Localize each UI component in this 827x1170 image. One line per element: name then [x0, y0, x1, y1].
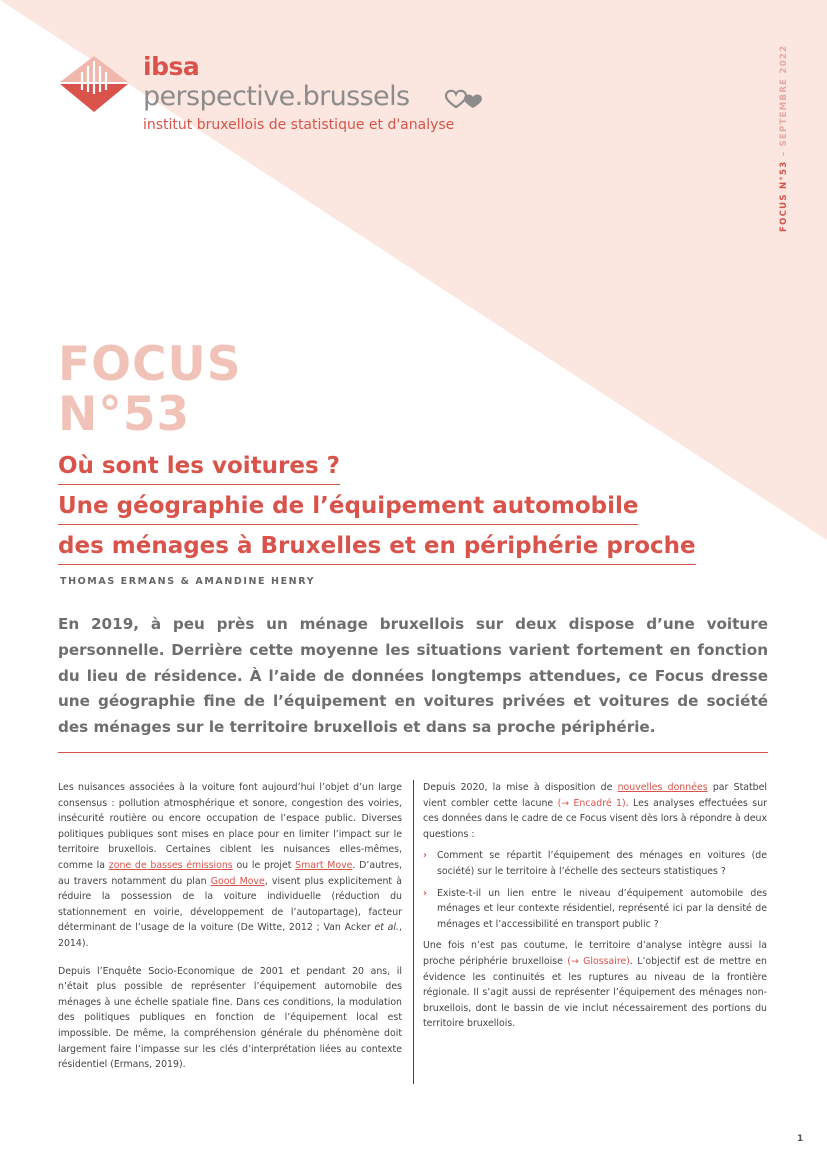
left-paragraph-2: Depuis l’Enquête Socio-Economique de 2001 et pendant 20 ans, il n’était plus possible de représenter l’équipement automobile des ménages à une échelle spatiale fine. Dans ces conditions, la modulation des politiques publiques en fonction de l’équipement local est impossible. De même, la compréhension générale du phénomène doit largement faire l’impasse sur les clés d’interprétation liées au contexte résidentiel (Ermans, 2019).	[58, 965, 402, 1071]
questions-list	[423, 848, 767, 932]
focus-title-line1: FOCUS	[58, 337, 242, 392]
vertical-separator: –	[779, 146, 789, 161]
page-number: 1	[797, 1134, 804, 1144]
column-divider	[413, 780, 414, 1084]
subtitle-line1: Où sont les voitures ?	[58, 450, 340, 485]
link-zone-basses-emissions[interactable]: zone de basses émissions	[108, 859, 233, 871]
text-run: . L’objectif est de mettre en évidence les continuités et les ruptures au niveau de la frontière régionale. Il s’agit aussi de représenter l’équipement des ménages non-bruxellois, dont le bassin de vie inclut nécessairement des portions du territoire bruxellois.	[423, 955, 767, 1030]
text-run: ou le projet	[232, 859, 296, 871]
list-item-text: Comment se répartit l’équipement des ménages en voitures (de société) sur le territoire à l’échelle des secteurs statistiques ?	[437, 850, 767, 877]
text-run: . Les analyses effectuées sur ces données dans le cadre de ce Focus visent dès lors à répondre à deux questions :	[423, 797, 767, 840]
text-run: Les nuisances associées à la voiture font aujourd’hui l’objet d’un large consensus : pollution atmosphérique et sonore, congestion des voiries, insécurité routière ou encore occupation de l’espace public. Diverses politiques publiques sont mises en place pour en limiter l’impact sur le territoire bruxellois. Certaines ciblent les nuisances elles-mêmes, comme la	[58, 782, 402, 871]
text-run: , 2014).	[58, 922, 402, 949]
right-column	[423, 780, 767, 1032]
vertical-issue-label	[779, 44, 793, 232]
left-column	[58, 780, 402, 1073]
list-item	[423, 848, 767, 879]
list-item-text: Existe-t-il un lien entre le niveau d’équipement automobile des ménages et leur contexte résidentiel, représenté ici par la densité de ménages et l’accessibilité en transport public ?	[437, 887, 767, 930]
document-subtitle	[58, 448, 778, 568]
link-smart-move[interactable]: Smart Move	[295, 859, 353, 871]
vertical-date: SEPTEMBRE 2022	[779, 44, 789, 147]
logo-ibsa-text: ibsa	[143, 52, 200, 81]
text-run: Une fois n’est pas coutume, le territoire d’analyse intègre aussi la proche périphérie bruxelloise	[423, 940, 767, 967]
intro-divider	[58, 752, 768, 753]
authors: THOMAS ERMANS & AMANDINE HENRY	[60, 576, 316, 587]
right-paragraph-2	[423, 938, 767, 1032]
chevron-right-icon: ›	[423, 850, 427, 862]
text-run: par Statbel vient combler cette lacune	[423, 782, 767, 809]
text-run: Depuis 2020, la mise à disposition de	[423, 782, 618, 793]
logo-perspective-text	[143, 80, 409, 114]
link-nouvelles-donnees[interactable]: nouvelles données	[617, 782, 708, 793]
logo-brussels-word: .brussels	[294, 81, 410, 112]
text-run: , visent plus explicitement à réduire la possession de la voiture individuelle (réduction du stationnement en voirie, développement de l’autopartage), facteur déterminant de l’usage de la voiture (De Witte, 2012 ; Van Acker	[58, 875, 402, 934]
link-good-move[interactable]: Good Move	[210, 875, 265, 887]
focus-title	[58, 337, 242, 442]
right-paragraph-1	[423, 780, 767, 842]
ref-glossaire[interactable]: (→ Glossaire)	[567, 955, 630, 967]
subtitle-line3: des ménages à Bruxelles et en périphérie proche	[58, 530, 696, 565]
ref-encadre-1[interactable]: (→ Encadré 1)	[557, 797, 626, 809]
list-item	[423, 886, 767, 933]
text-run: . D’autres, au travers notamment du plan	[58, 859, 402, 887]
vertical-series: FOCUS N°53	[779, 160, 789, 232]
logo-diamond-icon	[58, 52, 130, 114]
heart-logo-icon	[443, 88, 483, 110]
focus-title-line2: N°53	[58, 387, 191, 442]
left-paragraph-1	[58, 780, 402, 952]
intro-paragraph: En 2019, à peu près un ménage bruxellois sur deux dispose d’une voiture personnelle. Derrière cette moyenne les situations varient fortement en fonction du lieu de résidence. À l’aide de données longtemps attendues, ce Focus dresse une géographie fine de l’équipement en voitures privées et voitures de société des ménages sur le territoire bruxellois et dans sa proche périphérie.	[58, 615, 768, 737]
text-run-italic: et al.	[374, 922, 399, 934]
logo-perspective-word: perspective	[143, 81, 295, 112]
subtitle-line2: Une géographie de l’équipement automobile	[58, 490, 638, 525]
logo-subtitle: institut bruxellois de statistique et d'analyse	[143, 117, 455, 133]
chevron-right-icon: ›	[423, 887, 427, 899]
